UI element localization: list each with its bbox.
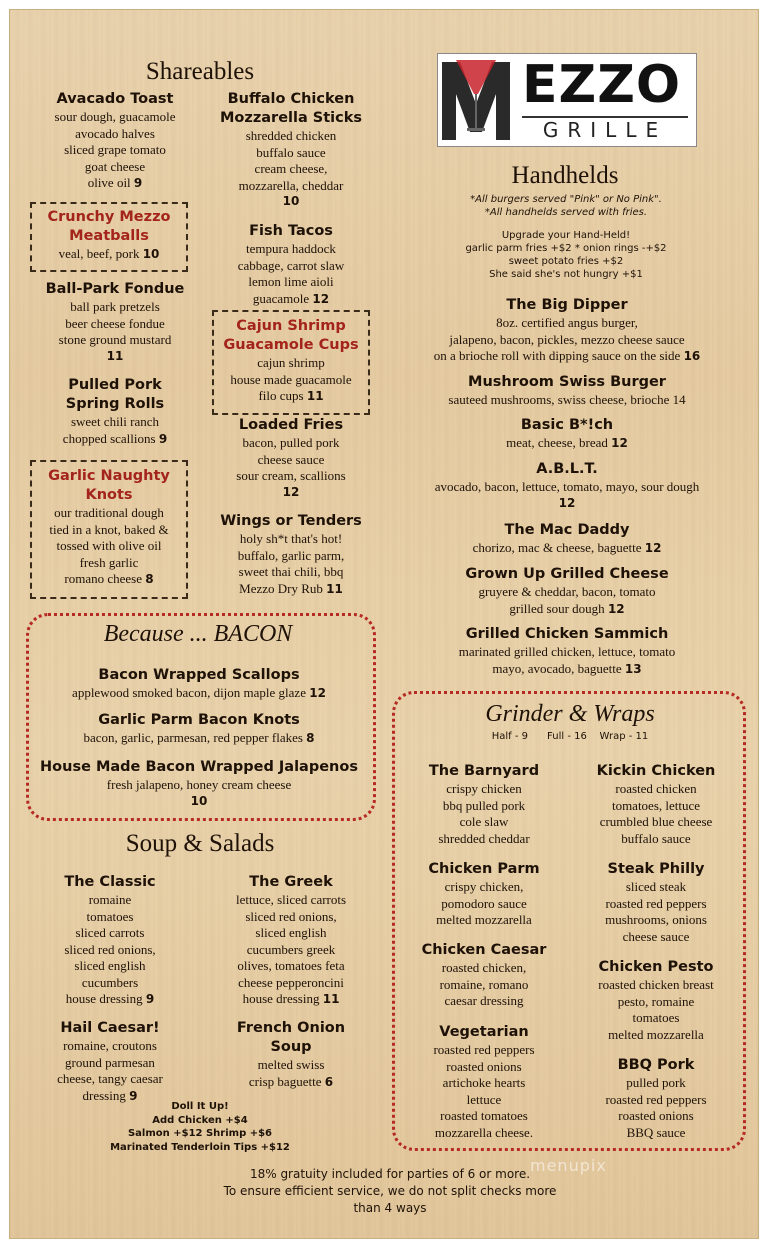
item-desc: olives, tomatoes feta — [237, 958, 345, 973]
item-desc: holy sh*t that's hot! — [239, 531, 343, 546]
item-desc: lettuce — [466, 1091, 502, 1107]
item-desc: artichoke hearts — [442, 1075, 526, 1090]
item-price: 11 — [306, 389, 324, 403]
item-desc: caesar dressing — [444, 993, 524, 1008]
item-desc: chopped scallions 9 — [62, 430, 168, 446]
menu-item-classic-salad — [30, 873, 190, 1008]
item-desc: roasted chicken, — [441, 960, 527, 975]
item-price: 10 — [282, 194, 300, 208]
item-desc: bbq pulled pork — [442, 797, 526, 813]
item-price: 10 — [190, 793, 208, 808]
item-name: Avacado Toast — [56, 91, 174, 107]
item-name: Guacamole Cups — [223, 337, 359, 353]
item-name: The Greek — [249, 874, 333, 890]
item-name: Ball-Park Fondue — [45, 281, 185, 297]
item-name: Mushroom Swiss Burger — [468, 374, 666, 390]
menu-item-chicken-parm — [406, 860, 562, 929]
item-name: Meatballs — [69, 228, 149, 244]
grinders-sizes: Half - 9 Full - 16 Wrap - 11 — [491, 731, 649, 742]
item-name: Mozzarella Sticks — [219, 110, 363, 126]
item-name: Steak Philly — [607, 861, 705, 877]
item-desc: on a brioche roll with dipping sauce on the side 16 — [433, 348, 701, 363]
item-desc: sweet thai chili, bbq — [238, 564, 344, 579]
item-desc: fresh garlic — [79, 554, 139, 570]
item-price: 9 — [158, 431, 168, 446]
menu-item-bacon-scallops — [32, 666, 366, 702]
item-name: Basic B*!ch — [520, 417, 614, 433]
item-name: Pulled Pork — [68, 377, 162, 393]
item-desc: filo cups 11 — [258, 388, 324, 403]
item-desc: melted swiss — [257, 1057, 325, 1072]
item-price: 6 — [324, 1074, 334, 1089]
soups-title: Soup & Salads — [125, 830, 275, 857]
menu-item-grilled-cheese — [406, 565, 728, 617]
item-desc: bacon, garlic, parmesan, red pepper flakes 8 — [83, 730, 315, 745]
item-desc: roasted onions — [618, 1108, 694, 1123]
item-desc: sliced red onions, — [245, 908, 337, 924]
item-desc: marinated grilled chicken, lettuce, tomato — [458, 644, 676, 659]
item-price: 12 — [312, 291, 330, 306]
item-desc: applewood smoked bacon, dijon maple glaze 12 — [72, 685, 326, 700]
item-desc: mozzarella cheese. — [434, 1124, 534, 1140]
menu-item-french-onion — [206, 1019, 376, 1090]
item-name: Grown Up Grilled Cheese — [465, 566, 669, 582]
item-name: Chicken Pesto — [598, 959, 714, 975]
menu-item-vegetarian — [406, 1023, 562, 1141]
item-desc: guacamole 12 — [252, 290, 330, 306]
mezzo-grille-logo — [437, 53, 697, 147]
item-name: French Onion — [236, 1020, 346, 1036]
menu-item-chicken-caesar — [406, 941, 562, 1010]
item-price: 12 — [282, 484, 300, 499]
menu-item-mac-daddy — [406, 521, 728, 557]
menu-item-basic — [406, 416, 728, 452]
menu-item-crunchy-meatballs — [30, 202, 188, 272]
item-name: Chicken Caesar — [421, 942, 547, 958]
item-desc: jalapeno, bacon, pickles, mezzo cheese sauce — [449, 331, 685, 347]
item-desc: buffalo sauce — [621, 830, 691, 846]
item-name: Fish Tacos — [249, 223, 333, 239]
item-desc: shredded chicken — [245, 128, 337, 143]
item-desc: olive oil 9 — [87, 175, 143, 190]
item-desc: romaine, croutons — [63, 1038, 157, 1053]
item-name: House Made Bacon Wrapped Jalapenos — [40, 759, 358, 775]
item-desc: roasted red peppers — [605, 1091, 707, 1107]
item-desc: house dressing 9 — [65, 991, 155, 1006]
item-desc: roasted chicken breast — [598, 977, 714, 992]
item-price: 11 — [106, 348, 124, 363]
item-price: 11 — [326, 581, 343, 596]
menu-item-bbq-pork — [576, 1056, 736, 1141]
item-desc: shredded cheddar — [438, 830, 530, 846]
menu-item-big-dipper — [406, 296, 728, 365]
item-name: Vegetarian — [439, 1024, 529, 1040]
item-desc: cole slaw — [459, 814, 509, 829]
item-name: BBQ Pork — [617, 1057, 695, 1073]
item-name: Loaded Fries — [238, 417, 344, 433]
item-name: The Classic — [64, 874, 156, 890]
logo-subtitle: GRILLE — [522, 116, 688, 142]
item-name: Buffalo Chicken — [227, 91, 355, 107]
item-desc: roasted red peppers — [433, 1042, 535, 1057]
item-desc: sour dough, guacamole — [54, 109, 176, 124]
item-name: Garlic Parm Bacon Knots — [98, 712, 300, 728]
menu-item-pulled-pork-rolls — [30, 376, 200, 447]
item-name: Grilled Chicken Sammich — [465, 626, 669, 642]
item-desc: mushrooms, onions — [605, 912, 707, 927]
item-name: Soup — [270, 1039, 312, 1055]
item-desc: ball park pretzels — [70, 299, 160, 314]
item-price: 12 — [611, 436, 628, 450]
menu-item-loaded-fries — [206, 416, 376, 499]
item-desc: romano cheese 8 — [64, 571, 154, 586]
item-desc: crumbled blue cheese — [599, 814, 713, 829]
item-desc: pomodoro sauce — [441, 895, 527, 911]
item-desc: sweet chili ranch — [70, 414, 160, 429]
item-desc: fresh jalapeno, honey cream cheese — [106, 777, 292, 792]
item-price: 9 — [145, 992, 155, 1006]
item-desc: grilled sour dough 12 — [509, 600, 625, 616]
item-price: 10 — [142, 247, 160, 261]
menu-item-barnyard — [406, 762, 562, 847]
menu-item-ballpark-fondue — [30, 280, 200, 363]
item-desc: veal, beef, pork 10 — [58, 246, 160, 261]
item-price: 12 — [309, 686, 326, 700]
item-name: Cajun Shrimp — [236, 318, 346, 334]
item-desc: sliced carrots — [75, 925, 145, 940]
item-desc: pulled pork — [626, 1075, 686, 1090]
item-desc: sauteed mushrooms, swiss cheese, brioche 14 — [448, 392, 686, 407]
item-desc: crispy chicken, — [444, 879, 524, 894]
menu-item-bacon-jalapenos — [32, 758, 366, 808]
footer-notes: 18% gratuity included for parties of 6 or more. To ensure efficient service, we do not split checks more than 4 ways — [223, 1167, 557, 1215]
item-desc: buffalo, garlic parm, — [237, 547, 345, 563]
item-desc: melted mozzarella — [608, 1026, 704, 1042]
item-desc: roasted onions — [446, 1058, 522, 1074]
shareables-title: Shareables — [145, 58, 255, 85]
item-desc: pesto, romaine — [617, 993, 695, 1009]
item-name: Hail Caesar! — [60, 1020, 160, 1036]
item-price: 16 — [683, 349, 701, 363]
item-desc: sliced red onions, — [64, 941, 156, 957]
item-desc: mayo, avocado, baguette 13 — [492, 660, 642, 676]
item-desc: mozzarella, cheddar — [238, 177, 344, 193]
handhelds-title: Handhelds — [511, 162, 619, 189]
menu-item-wings-tenders — [206, 512, 376, 597]
item-name: Kickin Chicken — [596, 763, 716, 779]
item-desc: dressing 9 — [82, 1087, 138, 1103]
menu-item-steak-philly — [576, 860, 736, 945]
item-price: 9 — [133, 176, 143, 190]
item-name: The Mac Daddy — [504, 522, 630, 538]
menu-item-ablt — [406, 460, 728, 510]
item-price: 14 — [672, 392, 686, 407]
grinders-title: Grinder & Wraps — [485, 701, 655, 727]
item-desc: cheese, tangy caesar — [57, 1071, 163, 1086]
item-desc: cheese sauce — [622, 928, 690, 944]
menu-item-mushroom-swiss — [406, 373, 728, 409]
item-desc: tempura haddock — [246, 241, 336, 256]
item-desc: ground parmesan — [65, 1054, 155, 1070]
menu-item-bacon-knots — [32, 711, 366, 747]
item-desc: avocado halves — [75, 125, 155, 141]
menu-page — [10, 10, 758, 1238]
item-desc: gruyere & cheddar, bacon, tomato — [478, 584, 656, 599]
item-price: 13 — [624, 661, 642, 676]
logo-wordmark: EZZO — [522, 55, 682, 115]
bacon-title: Because ... BACON — [103, 621, 293, 647]
item-desc: cucumbers — [81, 974, 139, 990]
item-price: 9 — [129, 1088, 138, 1103]
item-price: 8 — [145, 572, 154, 586]
item-price: 12 — [644, 541, 662, 555]
item-desc: meat, cheese, bread 12 — [506, 435, 628, 450]
item-desc: house dressing 11 — [242, 991, 340, 1006]
item-desc: roasted tomatoes — [440, 1108, 528, 1123]
item-name: The Barnyard — [428, 763, 540, 779]
item-desc: cucumbers greek — [246, 941, 336, 957]
item-price: 11 — [322, 992, 340, 1006]
item-name: Chicken Parm — [428, 861, 540, 877]
watermark: menupix — [530, 1156, 607, 1175]
menu-item-fish-tacos — [206, 222, 376, 307]
item-desc: bacon, pulled pork — [242, 435, 340, 450]
item-price: 8 — [306, 731, 315, 745]
item-desc: 8oz. certified angus burger, — [496, 315, 638, 330]
item-desc: tied in a knot, baked & — [49, 521, 169, 537]
item-desc: romaine, romano — [439, 976, 529, 992]
item-desc: BBQ sauce — [626, 1124, 686, 1140]
item-desc: cheese pepperoncini — [238, 974, 344, 990]
item-desc: avocado, bacon, lettuce, tomato, mayo, sour dough — [434, 479, 700, 494]
item-desc: tomatoes — [86, 908, 134, 924]
doll-it-up-addons: Doll It Up! Add Chicken +$4 Salmon +$12 Shrimp +$6 Marinated Tenderloin Tips +$12 — [110, 1101, 290, 1153]
item-desc: goat cheese — [84, 158, 146, 174]
item-name: Crunchy Mezzo — [47, 209, 171, 225]
item-desc: cajun shrimp — [257, 355, 325, 370]
handhelds-notes: *All burgers served "Pink" or No Pink". *All handhelds served with fries. — [470, 194, 662, 218]
item-desc: beer cheese fondue — [65, 315, 165, 331]
item-name: The Big Dipper — [506, 297, 628, 313]
menu-item-avocado-toast — [30, 90, 200, 192]
item-name: Knots — [85, 487, 133, 503]
item-desc: stone ground mustard — [58, 332, 172, 347]
item-name: Garlic Naughty — [48, 468, 170, 484]
menu-item-cajun-shrimp-cups — [212, 310, 370, 415]
item-desc: Mezzo Dry Rub 11 — [239, 580, 343, 596]
item-desc: sliced steak — [625, 879, 687, 894]
item-name: Bacon Wrapped Scallops — [98, 667, 300, 683]
item-desc: sliced english — [74, 958, 146, 973]
menu-item-hail-caesar — [30, 1019, 190, 1104]
item-desc: sliced english — [255, 925, 327, 940]
item-name: A.B.L.T. — [536, 461, 598, 477]
menu-item-garlic-naughty-knots — [30, 460, 188, 599]
item-desc: chorizo, mac & cheese, baguette 12 — [472, 540, 662, 555]
item-desc: roasted red peppers — [605, 895, 707, 911]
item-desc: cheese sauce — [257, 451, 325, 467]
item-desc: crispy chicken — [446, 781, 522, 796]
item-desc: sliced grape tomato — [64, 142, 166, 157]
item-desc: romaine — [88, 892, 132, 907]
menu-item-kickin-chicken — [576, 762, 736, 847]
item-desc: house made guacamole — [230, 371, 352, 387]
item-price: 12 — [558, 495, 576, 510]
item-desc: roasted chicken — [615, 781, 697, 796]
menu-item-greek-salad — [206, 873, 376, 1008]
item-name: Spring Rolls — [65, 396, 165, 412]
menu-item-chicken-sammich — [406, 625, 728, 677]
menu-item-buffalo-mozz-sticks — [206, 90, 376, 208]
item-name: Wings or Tenders — [220, 513, 362, 529]
item-desc: sour cream, scallions — [236, 468, 346, 483]
logo-letter: M — [440, 124, 441, 125]
item-desc: lettuce, sliced carrots — [235, 892, 347, 907]
upgrade-notes: Upgrade your Hand-Held! garlic parm fries +$2 * onion rings -+$2 sweet potato fries +$2 She said she's not hungry +$1 — [465, 230, 667, 280]
item-desc: crisp baguette 6 — [248, 1073, 334, 1089]
item-desc: tomatoes — [632, 1010, 680, 1025]
item-desc: buffalo sauce — [256, 144, 326, 160]
item-desc: tomatoes, lettuce — [611, 797, 701, 813]
menu-item-chicken-pesto — [576, 958, 736, 1043]
item-desc: cabbage, carrot slaw — [237, 257, 345, 273]
item-price: 12 — [607, 601, 625, 616]
item-desc: lemon lime aioli — [248, 274, 334, 289]
item-desc: melted mozzarella — [436, 912, 532, 927]
item-desc: tossed with olive oil — [56, 538, 162, 553]
item-desc: cream cheese, — [254, 161, 328, 176]
item-desc: our traditional dough — [54, 505, 164, 520]
